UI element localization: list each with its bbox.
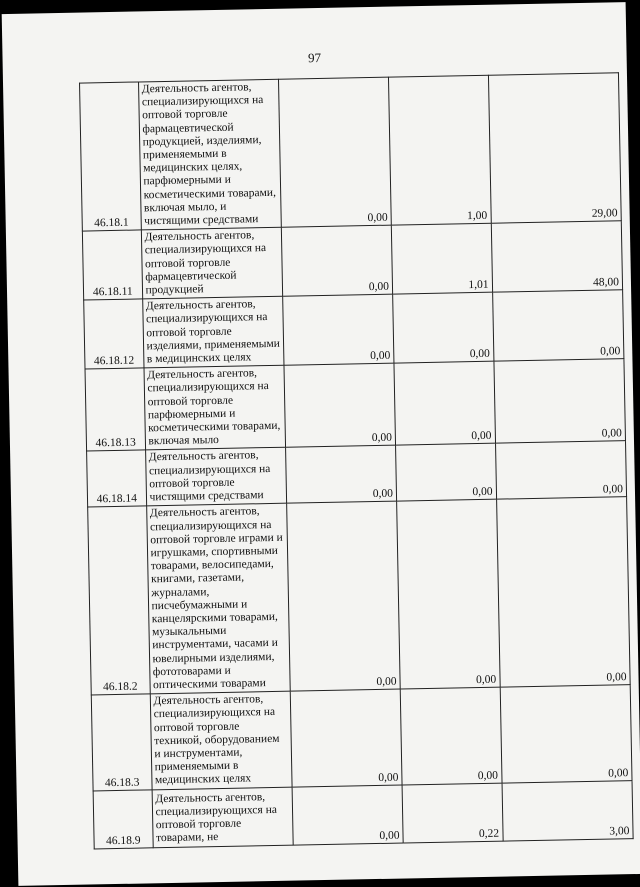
value-col-2: 0,00 [393, 292, 494, 363]
value-col-2: 0,00 [400, 687, 501, 784]
table-row [88, 497, 631, 695]
table-row [93, 780, 633, 848]
value-col-3: 29,00 [488, 73, 621, 224]
activity-code: 46.18.3 [91, 694, 151, 791]
activity-code: 46.18.12 [84, 299, 144, 369]
value-col-1: 0,00 [290, 689, 402, 787]
value-col-3: 0,00 [496, 497, 630, 687]
value-col-3: 0,00 [492, 290, 624, 362]
table-row [85, 359, 625, 452]
activity-code: 46.18.1 [80, 82, 141, 231]
activity-description: Деятельность агентов, специализирующихся на оптовой торговле фармацевтической продукцией, изделиями, применяемыми в медицинских целях, парфюмерными и косметическими товарами, включая мыло, и чистящими средствами [138, 79, 281, 230]
table-body [80, 73, 634, 849]
table-row [82, 221, 622, 300]
document-page [2, 2, 640, 886]
value-col-1: 0,00 [281, 225, 392, 296]
value-col-2: 0,00 [397, 499, 500, 689]
table-row [80, 73, 622, 232]
value-col-1: 0,00 [283, 294, 394, 365]
activity-description: Деятельность агентов, специализирующихся на оптовой торговле товарами, не [152, 787, 294, 848]
value-col-2: 1,01 [391, 223, 492, 294]
activity-code: 46.18.11 [82, 230, 142, 300]
value-col-1: 0,00 [287, 501, 400, 691]
table-row [84, 290, 624, 369]
value-col-1: 0,00 [284, 363, 395, 447]
activity-code: 46.18.2 [88, 506, 150, 695]
value-col-1: 0,00 [286, 446, 397, 504]
value-col-1: 0,00 [292, 785, 403, 845]
value-col-2: 0,22 [402, 783, 503, 843]
activity-code: 46.18.9 [93, 789, 153, 848]
table-row [91, 685, 632, 791]
activity-description: Деятельность агентов, специализирующихся на оптовой торговле техникой, оборудованием и инструментами, применяемыми в медицинских целях [150, 691, 292, 789]
value-col-2: 0,00 [396, 444, 497, 502]
table-row [87, 441, 627, 507]
page-number: 97 [307, 49, 322, 66]
activity-description: Деятельность агентов, специализирующихся на оптовой торговле играми и игрушками, спортивными товарами, велосипедами, книгами, газетами, журналами, писчебумажными и канцелярскими товарами, музыкальными инструментами, часами и ювелирными изделиями, фототоварами и оптическими товарами [146, 503, 290, 694]
activity-table [79, 72, 634, 849]
activity-description: Деятельность агентов, специализирующихся на оптовой торговле парфюмерными и косметическими товарами, включая мыло [144, 365, 286, 450]
value-col-3: 0,00 [500, 685, 632, 783]
value-col-3: 48,00 [491, 221, 623, 293]
value-col-3: 0,00 [495, 441, 626, 499]
value-col-3: 3,00 [502, 780, 634, 840]
value-col-2: 0,00 [394, 361, 495, 445]
activity-description: Деятельность агентов, специализирующихся на оптовой торговле чистящими средствами [145, 448, 287, 507]
value-col-3: 0,00 [494, 359, 626, 444]
value-col-2: 1,00 [388, 75, 490, 225]
value-col-1: 0,00 [279, 77, 392, 227]
activity-code: 46.18.13 [85, 368, 145, 451]
activity-description: Деятельность агентов, специализирующихся на оптовой торговле фармацевтической продукцией [141, 227, 283, 299]
activity-description: Деятельность агентов, специализирующихся на оптовой торговле изделиями, применяемыми в медицинских целях [142, 296, 284, 368]
activity-code: 46.18.14 [87, 450, 147, 507]
